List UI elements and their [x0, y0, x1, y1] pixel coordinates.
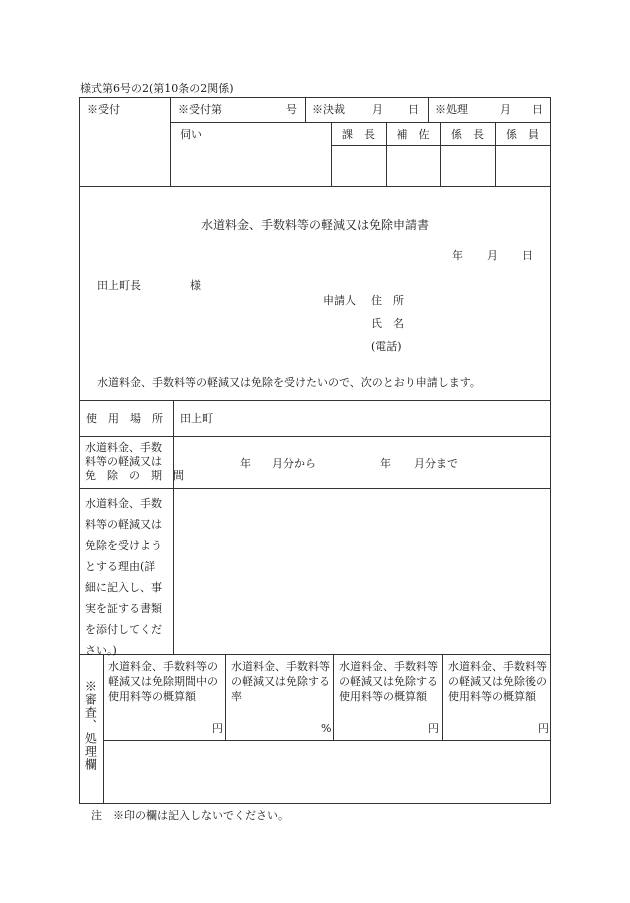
applicant-phone-label: (電話): [371, 340, 402, 353]
period-to-year: 年: [380, 457, 391, 470]
receipt-label: ※受付: [87, 103, 120, 116]
period-label-line-1: 水道料金、手数: [85, 441, 162, 454]
application-statement: 水道料金、手数料等の軽減又は免除を受けたいので、次のとおり申請します。: [97, 376, 481, 389]
addressee: 田上町長: [97, 279, 141, 292]
period-label-line-3: 免 除 の 期 間: [85, 469, 184, 482]
reason-line-4: とする理由(詳: [85, 560, 156, 573]
review-col-3-unit: 円: [428, 722, 439, 735]
reason-line-5: 細に記入し、事: [85, 581, 162, 594]
approver-section-chief: 課 長: [342, 128, 375, 141]
application-date-year: 年: [452, 249, 463, 262]
processing-month: 月: [500, 103, 511, 116]
approval-label: ※決裁: [312, 103, 345, 116]
reason-line-1: 水道料金、手数: [85, 497, 162, 510]
applicant-address-label: 住 所: [371, 294, 404, 307]
approver-chief: 係 長: [451, 128, 484, 141]
inquiry-label: 伺い: [180, 128, 202, 141]
period-to-month: 月分まで: [414, 457, 458, 470]
applicant-label: 申請人: [323, 294, 356, 307]
applicant-name-label: 氏 名: [371, 317, 404, 330]
reason-line-3: 免除を受けよう: [85, 539, 162, 552]
period-from-month: 月分から: [272, 457, 316, 470]
review-col-1-text: 水道料金、手数料等の軽減又は免除期間中の使用料等の概算額: [108, 660, 218, 703]
processing-label: ※処理: [435, 103, 468, 116]
location-value: 田上町: [180, 412, 213, 425]
processing-day: 日: [532, 103, 543, 116]
approval-day: 日: [408, 103, 419, 116]
footer-note: 注 ※印の欄は記入しないでください。: [91, 809, 289, 822]
review-label: ※審査、処理欄: [83, 680, 98, 771]
receipt-number-label: ※受付第: [178, 103, 222, 116]
period-label-line-2: 料等の軽減又は: [85, 455, 162, 468]
reason-line-2: 料等の軽減又は: [85, 518, 162, 531]
reason-line-7: を添付してくだ: [85, 623, 162, 636]
approver-assistant: 補 佐: [396, 128, 430, 141]
addressee-honorific: 様: [190, 279, 201, 292]
form-number: 様式第6号の2(第10条の2関係): [80, 82, 234, 95]
location-label: 使 用 場 所: [86, 412, 163, 425]
approval-month: 月: [372, 103, 383, 116]
review-col-4-text: 水道料金、手数料等の軽減又は免除後の使用料等の概算額: [448, 660, 547, 703]
reason-line-8: さい。): [85, 644, 117, 657]
receipt-number-unit: 号: [286, 103, 297, 116]
application-title: 水道料金、手数料等の軽減又は免除申請書: [200, 218, 429, 232]
period-from-year: 年: [240, 457, 251, 470]
review-col-1-unit: 円: [212, 722, 223, 735]
application-date-day: 日: [522, 249, 533, 262]
review-col-2-unit: %: [321, 722, 332, 735]
review-col-3-text: 水道料金、手数料等の軽減又は免除する使用料等の概算額: [339, 660, 438, 703]
review-col-4-unit: 円: [538, 722, 549, 735]
approver-staff: 係 員: [506, 128, 539, 141]
review-col-2-text: 水道料金、手数料等の軽減又は免除する率: [231, 660, 330, 703]
reason-line-6: 実を証する書類: [85, 602, 162, 615]
application-date-month: 月: [487, 249, 498, 262]
